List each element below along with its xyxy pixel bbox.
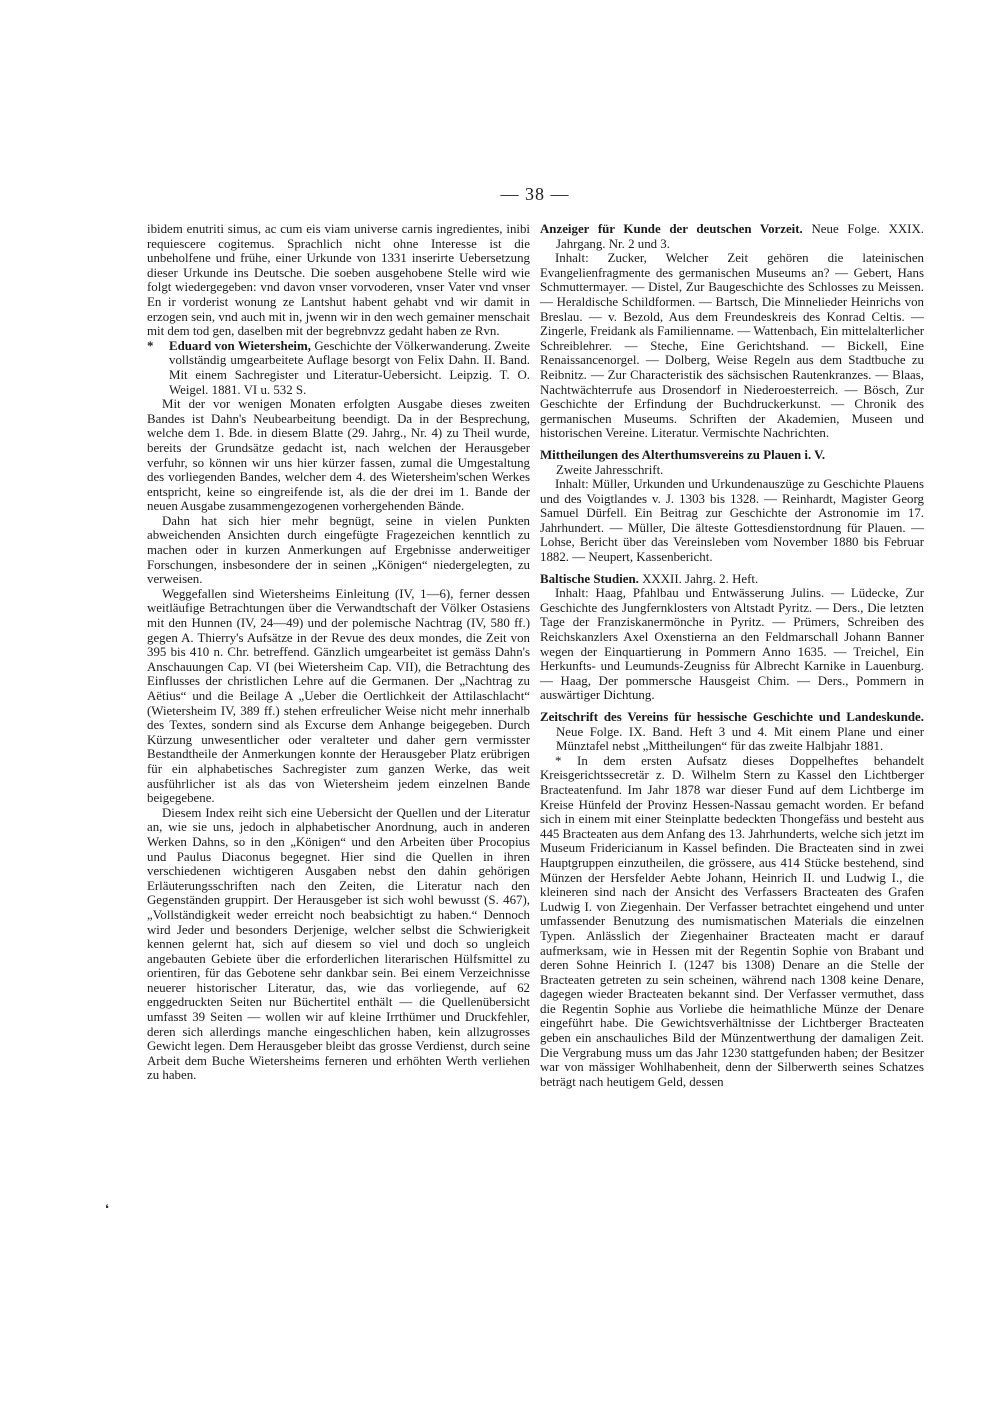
review-citation: Geschichte der Völkerwanderung. Zweite vollständig umgearbeitete Auflage besorgt von Felix Dahn. II. Band. Mit einem Sachregister und Literatur-Uebersicht. Leipzig. T. O. Weigel. 1881. VI u. 532 S.: [169, 338, 530, 397]
entry-contents: Inhalt: Haag, Pfahlbau und Entwässerung Julins. — Lüdecke, Zur Geschichte des Jungfernklosters von Altstadt Pyritz. — Ders., Die letzten Tage der Franziskanermönche in Pyritz. — Prümers, Schreiben des Reichskanzlers Axel Oxenstierna an den Feldmarschall Johann Banner wegen der Einquartierung in Pommern Anno 1635. — Treichel, Ein Herkunfts- und Leumunds-Zeugniss für Albrecht Karnike in Lauenburg. — Haag, Der pommersche Hausgeist Chim. — Ders., Pommern in auswärtiger Dichtung.: [540, 586, 924, 703]
entry-heading: [540, 572, 924, 587]
periodical-entry: [540, 222, 924, 441]
entry-heading: [540, 710, 924, 754]
entry-title: Zeitschrift des Vereins für hessische Geschichte und Landeskunde.: [540, 710, 924, 724]
entry-details: Neue Folge. IX. Band. Heft 3 und 4. Mit einem Plane und einer Münztafel nebst „Mittheilungen“ für das zweite Halbjahr 1881.: [556, 724, 924, 754]
opening-paragraph: ibidem enutriti simus, ac cum eis viam universe carnis ingredientes, inibi requiescere cogitemus. Sprachlich nicht ohne Interesse ist die unbeholfene und frühe, einer Urkunde von 1331 inserirte Uebersetzung dieser Urkunde ins Deutsche. Die soeben ausgehobene Stelle wird wie folgt wiedergegeben: vnd davon vnser vorvoderen, vnser Vater vnd vnser En ir vorderist wonung ze Lantshut habent gehabt vnd wir damit in erzogen sein, vnd auch mit in, jwenn wir in den wech gemainer menschait mit dem tod gen, daselben mit der begrebnvzz gedaht haben ze Rvn.: [147, 222, 530, 339]
periodical-entry: [540, 448, 924, 565]
review-paragraph: Diesem Index reiht sich eine Uebersicht der Quellen und der Literatur an, wie sie uns, jedoch in alphabetischer Anordnung, auch in anderen Werken Dahns, so in den „Königen“ und den Arbeiten über Procopius und Paulus Diaconus begegnet. Hier sind die Quellen in ihren verschiedenen wichtigeren Ausgaben nebst den dahin gehörigen Erläuterungsschriften nach den Zeiten, die Literatur nach den Gegenständen gruppirt. Der Herausgeber ist sich wohl bewusst (S. 467), „Vollständigkeit weder erreicht noch beabsichtigt zu haben.“ Dennoch wird Jeder und besonders Derjenige, welcher selbst die Schwierigkeit kennen gelernt hat, sich auf diesem so viel und doch so ungleich angebauten Gebiete über die erforderlichen literarischen Hülfsmittel zu orientiren, für das Gebotene sehr dankbar sein. Bei einem Verzeichnisse neuerer historischer Literatur, das, wie das vorliegende, auf 62 enggedruckten Seiten nur Büchertitel enthält — die Quellenübersicht umfasst 39 Seiten — wollen wir auf kleine Irrthümer und Druckfehler, deren sich allerdings manche eingeschlichen haben, kein allzugrosses Gewicht legen. Dem Herausgeber bleibt das grosse Verdienst, durch seine Arbeit dem Buche Wietersheims ferneren und erhöhten Werth verliehen zu haben.: [147, 805, 530, 1083]
entry-title: Mittheilungen des Alterthumsvereins zu Plauen i. V.: [540, 447, 826, 462]
review-paragraph: Mit der vor wenigen Monaten erfolgten Ausgabe dieses zweiten Bandes ist Dahn's Neubearbeitung beendigt. Da in der Besprechung, welche dem 1. Bde. in diesem Blatte (29. Jahrg., Nr. 4) zu Theil wurde, bereits der Grundsätze gedacht ist, nach welchen der Herausgeber verfuhr, so können wir uns hier kürzer fassen, zumal die Umgestaltung des vorliegenden Bandes, welcher dem 4. des Wietersheim'schen Werkes entspricht, keine so eingreifende ist, als die der drei im 1. Bande der neuen Ausgabe zusammengezogenen vorhergehenden Bände.: [147, 397, 530, 514]
page-number: — 38 —: [500, 184, 570, 204]
entry-title: Anzeiger für Kunde der deutschen Vorzeit.: [540, 222, 803, 236]
entry-contents: Inhalt: Müller, Urkunden und Urkundenauszüge zu Geschichte Plauens und des Voigtlandes v. J. 1303 bis 1328. — Reinhardt, Magister Georg Samuel Dürfell. Ein Beitrag zur Geschichte der Astronomie im 17. Jahrhundert. — Müller, Die älteste Gottesdienstordnung für Plauen. — Lohse, Bericht über das Vereinsleben vom November 1880 bis Februar 1882. — Neupert, Kassenbericht.: [540, 477, 924, 565]
entry-details: Neue Folge. XXIX. Jahrgang. Nr. 2 und 3.: [556, 222, 925, 251]
entry-details: Zweite Jahresschrift.: [556, 462, 664, 477]
entry-contents: * In dem ersten Aufsatz dieses Doppelheftes behandelt Kreisgerichtssecretär z. D. Wilhelm Stern zu Kassel den Lichtberger Bracteatenfund. Im Jahr 1878 war dieser Fund auf dem Lichtberge im Kreise Hünfeld der Provinz Hessen-Nassau gemacht worden. Er befand sich in einem mit einer Steinplatte bedeckten Thongefäss und besteht aus 445 Bracteaten aus dem Anfang des 13. Jahrhunderts, welche sich jetzt im Museum Fridericianum in Kassel befinden. Die Bracteaten sind in zwei Hauptgruppen einzutheilen, die grössere, aus 414 Stücke bestehend, sind Münzen der Hersfelder Aebte Johann, Heinrich II. und Ludwig I., die kleineren sind nach der Ansicht des Verfassers Bracteaten des Grafen Ludwig I. von Ziegenhain. Der Verfasser betrachtet eingehend und unter umfassender Benutzung des numismatischen Materials die einzelnen Typen. Anlässlich der Ziegenhainer Bracteaten macht er darauf aufmerksam, wie in Hessen mit der Regentin Sophie von Brabant und deren Sohne Heinrich I. (1247 bis 1308) Denare an die Stelle der Bracteaten getreten zu sein scheinen, während nach 1308 keine Denare, dagegen wieder Bracteaten bekannt sind. Der Verfasser vermuthet, dass die Regentin Sophie aus Vorliebe die heimathliche Münze der Denare eingeführt habe. Die Gewichtsverhältnisse der Lichtberger Bracteaten geben ein anschauliches Bild der Münzentwerthung der damaligen Zeit. Die Vergrabung muss um das Jahr 1230 stattgefunden haben; der Besitzer war von mässiger Wohlhabenheit, denn der Silberwerth seines Schatzes beträgt nach heutigem Geld, dessen: [540, 753, 924, 1089]
entry-details: XXXII. Jahrg. 2. Heft.: [642, 571, 759, 586]
review-heading: [147, 339, 530, 397]
right-column: [540, 222, 924, 1089]
periodical-entry: [540, 710, 924, 1089]
entry-contents: Inhalt: Zucker, Welcher Zeit gehören die lateinischen Evangelienfragmente des germanischen Museums an? — Gebert, Hans Schmuttermayer. — Distel, Zur Baugeschichte des Schlosses zu Meissen. — Heraldische Schildformen. — Bartsch, Die Minnelieder Heinrichs von Breslau. — v. Bezold, Aus dem Freundeskreis des Konrad Celtis. — Zingerle, Freidank als Familienname. — Wattenbach, Ein mittelalterlicher Schreiblehrer. — Steche, Eine Gerichtshand. — Bickell, Eine Renaissancenorgel. — Dolberg, Weise Regeln aus dem Stadtbuche zu Reibnitz. — Zur Characteristik des sächsischen Rautenkranzes. — Blaas, Nachtwächterrufe aus Drosendorf in Niederoesterreich. — Bösch, Zur Geschichte der Erfindung der Buchdruckerkunst. — Chronik des germanischen Museums. Schriften der Akademien, Museen und historischen Vereine. Literatur. Vermischte Nachrichten.: [540, 251, 924, 441]
periodical-entry: [540, 572, 924, 703]
review-paragraph: Dahn hat sich hier mehr begnügt, seine in vielen Punkten abweichenden Ansichten durch eingefügte Fragezeichen kenntlich zu machen oder in kurzen Anmerkungen auf Ergebnisse anderweitiger Forschungen, insbesondere der in seinen „Königen“ niedergelegten, zu verweisen.: [147, 513, 530, 587]
review-marker: *: [147, 338, 154, 353]
entry-heading: [540, 448, 924, 463]
review-author: Eduard von Wietersheim,: [169, 338, 311, 353]
left-column: [147, 222, 530, 1083]
entry-title: Baltische Studien.: [540, 571, 639, 586]
entry-heading: [540, 222, 924, 251]
review-paragraph: Weggefallen sind Wietersheims Einleitung (IV, 1—6), ferner dessen weitläufige Betrachtungen über die Verwandtschaft der Völker Ostasiens mit den Hunnen (IV, 24—49) und der polemische Nachtrag (IV, 580 ff.) gegen A. Thierry's Aufsätze in der Revue des deux mondes, die Zeit von 395 bis 410 n. Chr. betreffend. Gänzlich umgearbeitet ist gemäss Dahn's Anschauungen Cap. VI (bei Wietersheim Cap. VII), die Betrachtung des Einflusses der christlichen Lehre auf die Germanen. Der „Nachtrag zu Aëtius“ und die Beilage A „Ueber die Oertlichkeit der Attilaschlacht“ (Wietersheim IV, 389 ff.) stehen erfreulicher Weise nicht mehr innerhalb des Textes, sondern sind als Excurse dem Anhange beigegeben. Durch Kürzung unwesentlicher oder veralteter und daher gern vermisster Bestandtheile der Anmerkungen konnte der Herausgeber Platz erübrigen für ein alphabetisches Sachregister zum ganzen Werke, das weit ausführlicher ist als das von Wietersheim jedem einzelnen Bande beigegebene.: [147, 586, 530, 806]
stray-ink-mark: ❛: [105, 1202, 109, 1216]
